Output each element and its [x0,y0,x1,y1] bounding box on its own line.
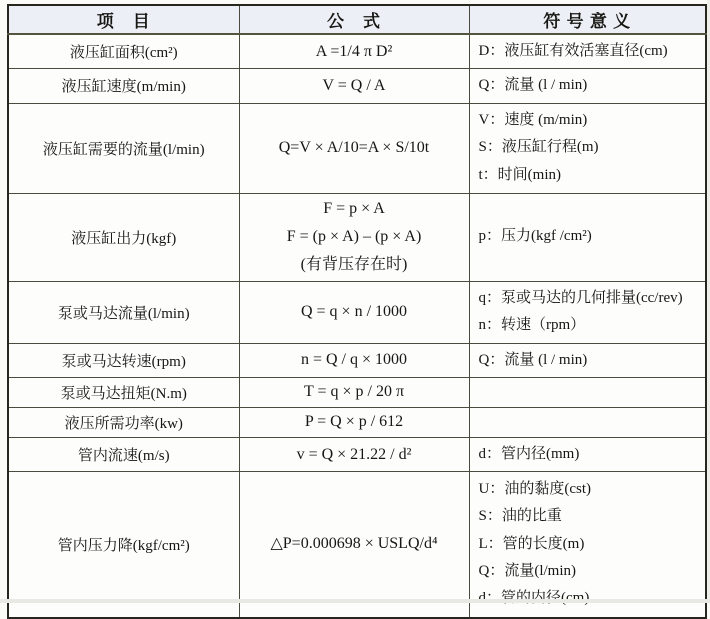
table-row [8,281,706,343]
symbol-line: n：转速（rpm） [478,317,586,334]
formula-cell [239,281,469,343]
symbol-line: d：管内径(mm) [478,445,580,462]
formula-line: A =1/4 π D² [315,42,393,60]
symbol-line: D：液压缸有效活塞直径(cm) [478,43,668,59]
formula-cell [239,377,469,407]
table-row [8,437,706,471]
symbols-cell [469,193,706,281]
table-row [8,343,706,377]
table-row [8,407,706,437]
table-row [8,193,706,281]
formula-cell [239,34,469,69]
header-cell-formula: 公 式 [239,5,469,34]
symbols-cell [469,343,706,377]
symbol-line: t：时间(min) [478,166,561,183]
formula-line: V = Q / A [322,76,386,94]
formula-line: F = (p × A) – (p × A) [286,228,422,246]
scan-edge-shadow-bottom [0,599,710,603]
table-row [8,103,706,193]
symbol-line: p：压力(kgf /cm²) [478,228,592,245]
symbol-line: Q：流量 (l / min) [478,77,588,94]
item-cell: 泵或马达扭矩(N.m) [8,377,239,407]
formula-line: (有背压存在时) [300,256,408,274]
symbol-line: S：油的比重 [478,508,562,525]
formula-line: T = q × p / 20 π [303,383,405,401]
formula-line: n = Q / q × 1000 [300,351,408,369]
formula-line: F = p × A [323,200,385,218]
item-cell: 泵或马达转速(rpm) [8,343,239,377]
formula-cell [239,193,469,281]
item-cell: 管内压力降(kgf/cm²) [8,472,239,618]
formula-cell [239,343,469,377]
symbols-cell [469,103,706,193]
table-body [8,34,706,618]
symbol-line: Q：流量(l/min) [478,563,576,580]
table-row [8,472,706,618]
item-cell: 液压缸出力(kgf) [8,193,239,281]
item-cell: 管内流速(m/s) [8,437,239,471]
header-cell-symbols: 符 号 意 义 [469,5,706,34]
symbols-cell [469,281,706,343]
table-row [8,377,706,407]
item-cell: 泵或马达流量(l/min) [8,281,239,343]
formula-cell [239,472,469,618]
symbol-line: Q：流量 (l / min) [478,351,588,368]
symbol-line: V：速度 (m/min) [478,112,588,129]
item-cell: 液压缸需要的流量(l/min) [8,103,239,193]
symbol-line: q：泵或马达的几何排量(cc/rev) [478,289,683,306]
table-row [8,69,706,103]
symbols-cell [469,69,706,103]
item-cell: 液压缸面积(cm²) [8,34,239,69]
symbols-cell [469,377,706,407]
formula-cell [239,69,469,103]
formula-line: v = Q × 21.22 / d² [296,445,412,463]
table-header [8,5,706,34]
symbols-cell [469,407,706,437]
header-row [8,5,706,34]
symbols-cell [469,34,706,69]
formula-cell [239,437,469,471]
formula-cell [239,407,469,437]
symbols-cell [469,472,706,618]
symbols-cell [469,437,706,471]
symbol-line: S：液压缸行程(m) [478,139,599,156]
symbol-line: L：管的长度(m) [478,535,585,552]
table-row [8,34,706,69]
formula-line: Q = q × n / 1000 [300,303,408,321]
symbol-line: U：油的黏度(cst) [478,481,591,498]
item-cell: 液压缸速度(m/min) [8,69,239,103]
formula-line: P = Q × p / 612 [304,413,404,431]
formula-line: △P=0.000698 × USLQ/d⁴ [270,535,438,553]
formula-cell [239,103,469,193]
item-cell: 液压所需功率(kw) [8,407,239,437]
formula-line: Q=V × A/10=A × S/10t [278,139,430,157]
hydraulic-formula-table [7,4,707,619]
header-cell-item: 项 目 [8,5,239,34]
